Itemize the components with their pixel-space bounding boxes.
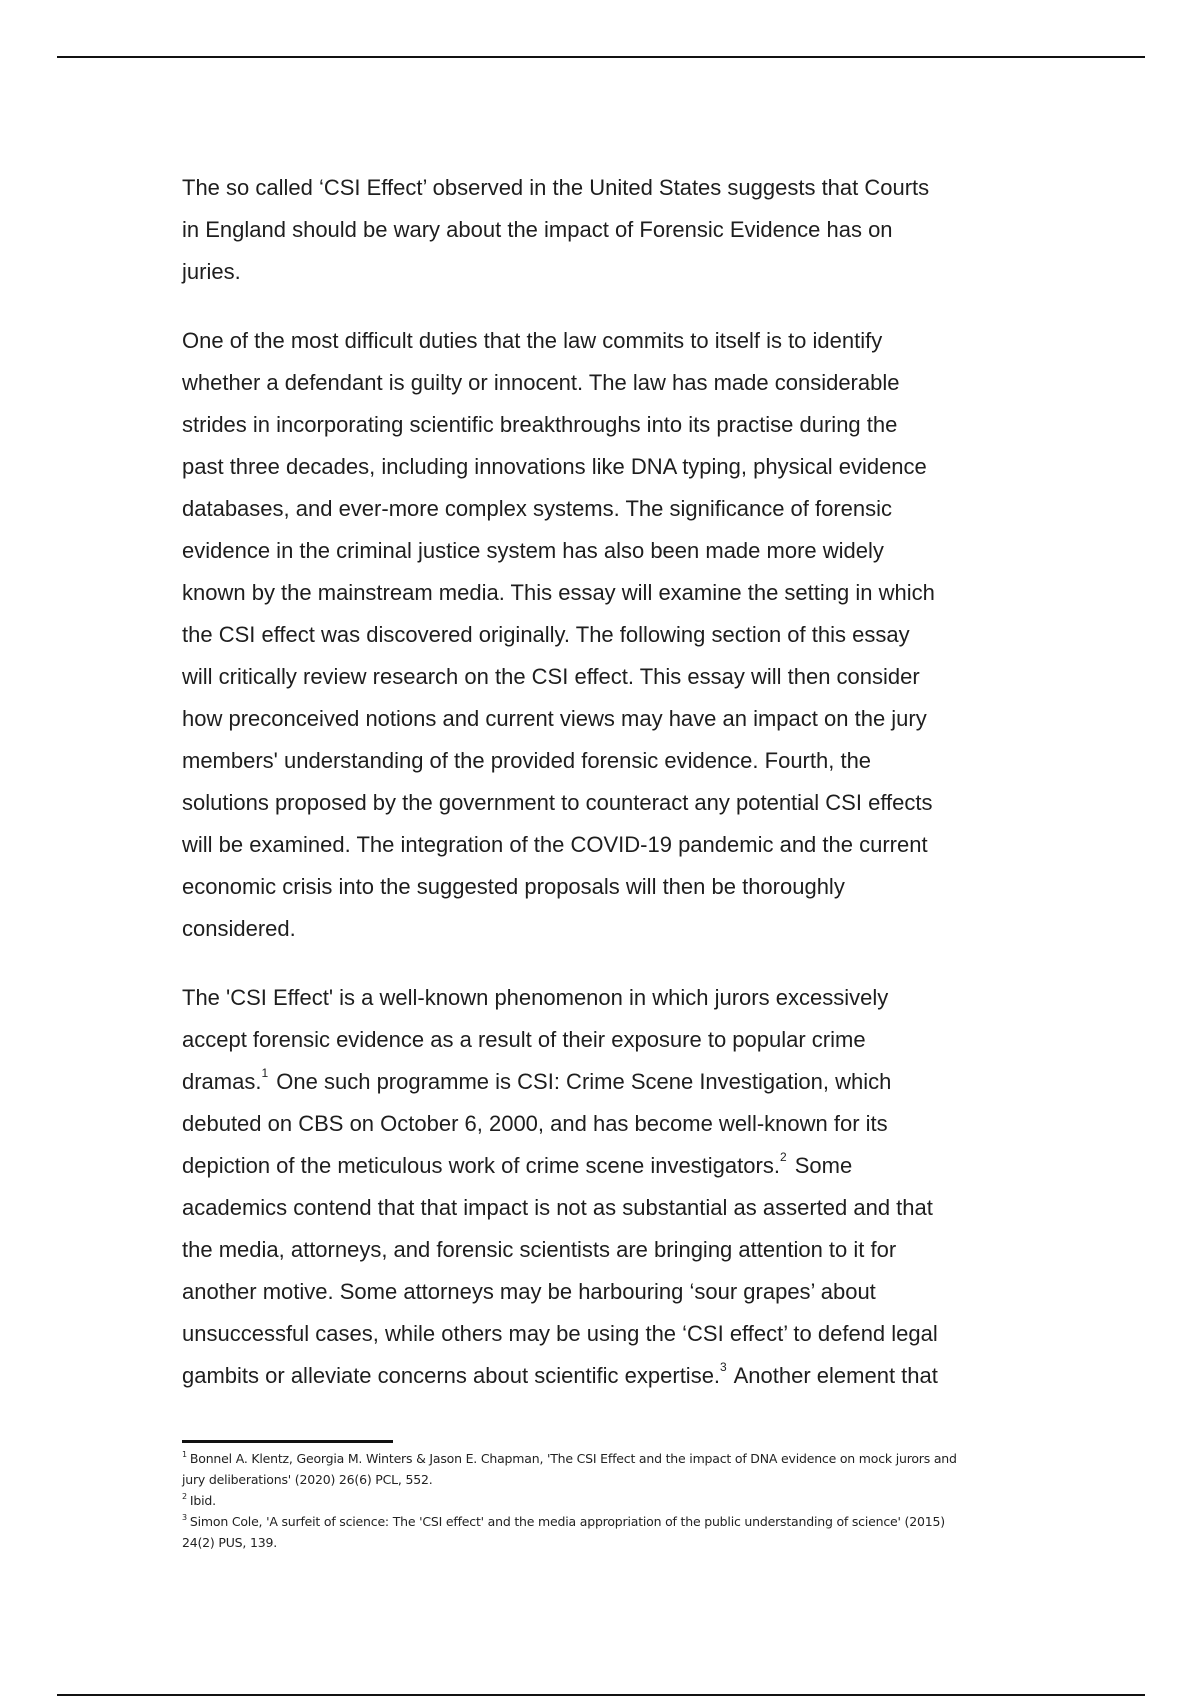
footnote-separator <box>182 1440 393 1443</box>
footnote-1 <box>182 1448 1042 1490</box>
paragraph-3-text-part-2: One such programme is CSI: Crime Scene Investigation, which debuted on CBS on October 6, 2000, and has become well-known for its depiction of the meticulous work of crime scene investigators. <box>182 1069 892 1178</box>
paragraph-3-text-part-4: Another element that <box>728 1363 938 1388</box>
page-top-rule <box>57 56 1145 58</box>
page-bottom-rule <box>57 1694 1145 1696</box>
footnote-1-text: Bonnel A. Klentz, Georgia M. Winters & Jason E. Chapman, 'The CSI Effect and the impact of DNA evidence on mock jurors and jury deliberations' (2020) 26(6) PCL, 552. <box>182 1451 957 1487</box>
footnotes <box>182 1448 1042 1553</box>
footnote-2 <box>182 1490 1042 1511</box>
footnote-2-mark: 2 <box>182 1492 187 1501</box>
paragraph-3-text-part-1: The 'CSI Effect' is a well-known phenomenon in which jurors excessively accept forensic evidence as a result of their exposure to popular crime dramas. <box>182 985 889 1094</box>
document-body <box>182 167 1022 1397</box>
footnote-3-text: Simon Cole, 'A surfeit of science: The 'CSI effect' and the media appropriation of the public understanding of science' (2015) 24(2) PUS, 139. <box>182 1514 945 1550</box>
footnote-reference-2[interactable]: 2 <box>779 1150 787 1164</box>
paragraph-3 <box>182 977 1022 1397</box>
footnote-2-text: Ibid. <box>189 1493 216 1508</box>
footnote-reference-3[interactable]: 3 <box>720 1360 727 1374</box>
paragraph-1-text: The so called ‘CSI Effect’ observed in the United States suggests that Courts in England should be wary about the impact of Forensic Evidence has on juries. <box>182 175 930 284</box>
footnote-1-mark: 1 <box>182 1450 187 1459</box>
footnote-3 <box>182 1511 1042 1553</box>
paragraph-2-text: One of the most difficult duties that the law commits to itself is to identify whether a defendant is guilty or innocent. The law has made considerable strides in incorporating scientific breakthroughs into its practise during the past three decades, including innovations like DNA typing, physical evidence databases, and ever-more complex systems. The significance of forensic evidence in the criminal justice system has also been made more widely known by the mainstream media. This essay will examine the setting in which the CSI effect was discovered originally. The following section of this essay will critically review research on the CSI effect. This essay will then consider how preconceived notions and current views may have an impact on the jury members' understanding of the provided forensic evidence. Fourth, the solutions proposed by the government to counteract any potential CSI effects will be examined. The integration of the COVID-19 pandemic and the current economic crisis into the suggested proposals will then be thoroughly considered. <box>182 328 935 941</box>
paragraph-3-text-part-3: Some academics contend that that impact is not as substantial as asserted and that the media, attorneys, and forensic scientists are bringing attention to it for another motive. Some attorneys may be harbouring ‘sour grapes’ about unsuccessful cases, while others may be using the ‘CSI effect’ to defend legal gambits or alleviate concerns about scientific expertise. <box>182 1153 938 1388</box>
footnote-3-mark: 3 <box>182 1513 187 1522</box>
paragraph-2 <box>182 320 1022 950</box>
paragraph-1 <box>182 167 1022 293</box>
footnote-reference-1[interactable]: 1 <box>261 1066 269 1080</box>
